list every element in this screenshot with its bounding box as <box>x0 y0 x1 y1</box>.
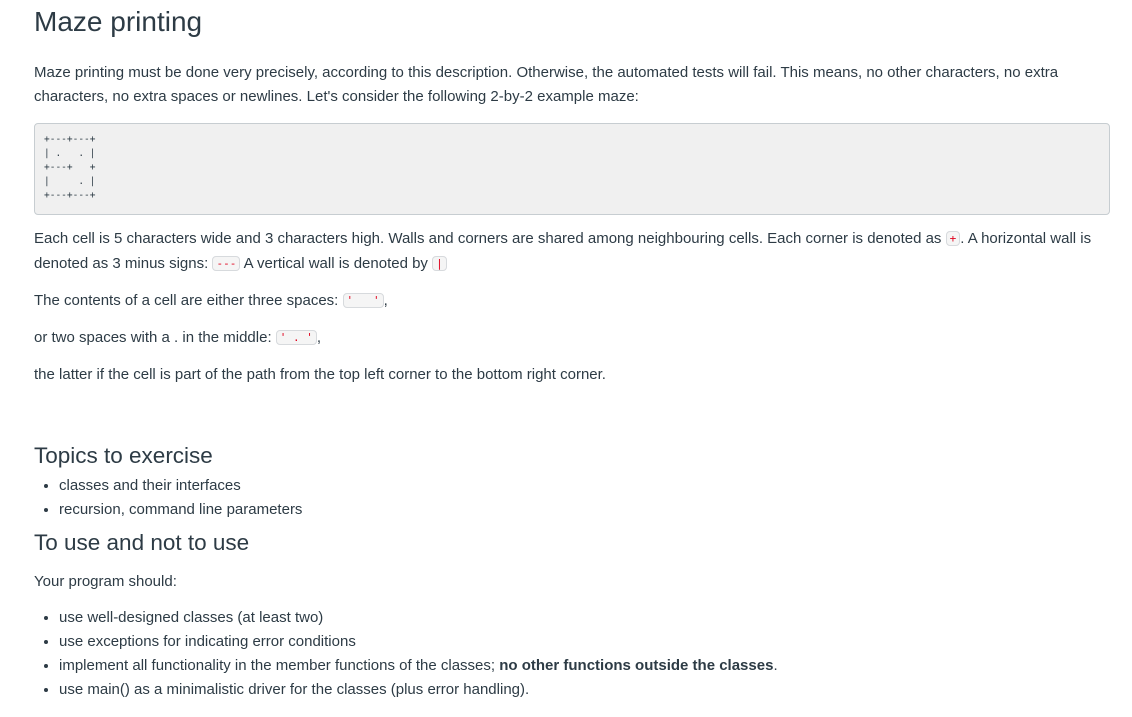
empty-cell-code: ' ' <box>343 293 384 308</box>
corner-code: + <box>946 231 961 246</box>
topics-list <box>34 474 1110 522</box>
walls-text-3: A vertical wall is denoted by <box>240 255 433 272</box>
path-explanation-paragraph: the latter if the cell is part of the path from the top left corner to the bottom right corner. <box>34 366 606 383</box>
cell-contents-after: , <box>383 292 388 309</box>
list-item-end: . <box>773 657 778 674</box>
program-should-text: Your program should: <box>34 573 177 590</box>
list-item-text: implement all functionality in the member functions of the classes; <box>59 657 500 674</box>
list-item: • use exceptions for indicating error conditions <box>59 630 1110 654</box>
walls-text-2: . A horizontal wall is denoted as 3 minus signs: <box>34 230 1092 272</box>
horizontal-wall-code: --- <box>212 256 240 271</box>
list-item: • recursion, command line parameters <box>59 498 1110 522</box>
path-cell-after: , <box>316 329 322 346</box>
walls-paragraph <box>34 227 1110 277</box>
list-item-bold-text: no other functions outside the classes <box>499 657 774 674</box>
page-title: Maze printing <box>34 6 203 37</box>
path-cell-code: ' . ' <box>276 330 317 345</box>
cell-contents-paragraph <box>34 289 1110 314</box>
vertical-wall-code: | <box>432 256 447 271</box>
path-cell-paragraph <box>34 326 1110 351</box>
list-item: • classes and their interfaces <box>59 474 1110 498</box>
list-item: • use well-designed classes (at least two) <box>59 606 1110 630</box>
list-item <box>59 654 1110 678</box>
requirements-list <box>34 606 1110 702</box>
path-cell-text: or two spaces with a . in the middle: <box>34 329 276 346</box>
intro-paragraph: Maze printing must be done very precisely, according to this description. Otherwise, the automated tests will fail. This means, no other characters, no extra characters, no extra spaces or newlines. Let's consider the following 2-by-2 example maze: <box>34 64 1059 105</box>
page-content <box>0 4 1132 702</box>
maze-example-code-block: +---+---+ | . . | +---+ + | . | +---+---+ <box>34 123 1110 215</box>
use-heading: To use and not to use <box>34 530 250 555</box>
walls-text-1: Each cell is 5 characters wide and 3 characters high. Walls and corners are shared among neighbouring cells. Each corner is denoted as <box>34 230 946 247</box>
list-item: • use main() as a minimalistic driver for the classes (plus error handling). <box>59 678 1110 702</box>
cell-contents-text: The contents of a cell are either three spaces: <box>34 292 343 309</box>
topics-heading: Topics to exercise <box>34 443 213 468</box>
